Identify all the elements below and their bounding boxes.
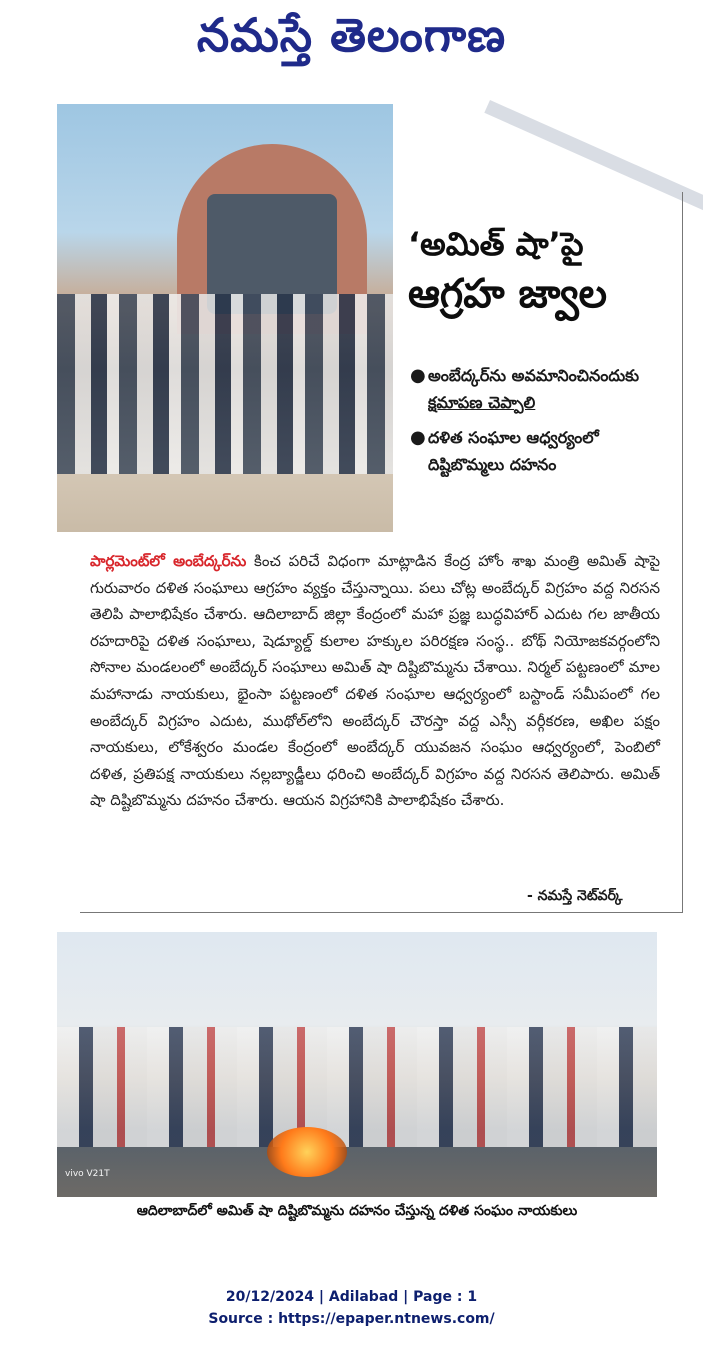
page-footer xyxy=(0,1286,703,1330)
article-body-text: కించ పరిచే విధంగా మాట్లాడిన కేంద్ర హోం శాఖ మంత్రి అమిత్ షాపై గురువారం దళిత సంఘాలు ఆగ్రహం వ్యక్తం చేస్తున్నాయి. పలు చోట్ల అంబేద్కర్ విగ్రహం వద్ద నిరసన తెలిపి పాలాభిషేకం చేశారు. ఆదిలాబాద్ జిల్లా కేంద్రంలో మహా ప్రజ్ఞ బుద్ధవిహార్ ఎదుట గల జాతీయ రహదారిపై దళిత సంఘాలు, షెడ్యూల్డ్ కులాల హక్కుల పరిరక్షణ సంస్థ.. బోథ్ నియోజకవర్గంలోని సోనాల మండలంలో అంబేద్కర్ సంఘాలు అమిత్ షా దిష్టిబొమ్మను చేశాయి. నిర్మల్ పట్టణంలో మాల మహానాడు నాయకులు, భైంసా పట్టణంలో దళిత సంఘాల ఆధ్వర్యంలో బస్టాండ్ సమీపంలో గల అంబేద్కర్ విగ్రహం ఎదుట, ముథోల్‌లోని అంబేద్కర్ చౌరస్తా వద్ద ఎస్సీ వర్గీకరణ, అఖిల పక్షం నాయకులు, లోకేశ్వరం మండల కేంద్రంలో అంబేద్కర్ యువజన సంఘం ఆధ్వర్యంలో, పెంబిలో దళిత, ప్రతిపక్ష నాయకులు నల్లబ్యాడ్జీలు ధరించి అంబేద్కర్ విగ్రహం వద్ద నిరసన తెలిపారు. అమిత్ షా దిష్టిబొమ్మను దహనం చేశారు. ఆయన విగ్రహానికి పాలాభిషేకం చేశారు. xyxy=(90,552,660,810)
footer-date-line: 20/12/2024 | Adilabad | Page : 1 xyxy=(225,1289,478,1305)
photo-fire xyxy=(267,1127,347,1177)
statue-protest-photo xyxy=(57,104,393,532)
article-lead: పార్లమెంట్‌లో అంబేద్కర్‌ను xyxy=(90,552,247,570)
summary-bullet xyxy=(410,362,680,416)
bullet-text: అంబేద్కర్‌ను అవమానించినందుకు xyxy=(428,366,640,385)
article-byline: - నమస్తే నెట్‌వర్క్ xyxy=(527,888,623,904)
headline xyxy=(408,222,678,322)
bullet-dot-icon: ● xyxy=(410,427,426,448)
photo-caption: ఆదిలాబాద్‌లో అమిత్ షా దిష్టిబొమ్మను దహనం చేస్తున్న దళిత సంఘం నాయకులు xyxy=(136,1203,578,1219)
photo-crowd xyxy=(57,294,393,474)
headline-line-2: ఆగ్రహ జ్వాల xyxy=(408,271,608,317)
bullet-underlined-text: క్షమాపణ చెప్పాలి xyxy=(428,393,536,412)
bullet-text: దళిత సంఘాల ఆధ్వర్యంలో దిష్టిబొమ్మలు దహనం xyxy=(428,428,599,474)
footer-source-line: Source : https://epaper.ntnews.com/ xyxy=(208,1311,495,1327)
summary-bullets xyxy=(410,362,680,486)
photo-crowd xyxy=(57,1027,657,1147)
newspaper-title: నమస్తే తెలంగాణ xyxy=(196,8,507,62)
effigy-burning-photo xyxy=(57,932,657,1197)
headline-line-1: ‘అమిత్ షా’పై xyxy=(408,225,584,263)
summary-bullet xyxy=(410,424,680,478)
article-body xyxy=(90,548,660,814)
bullet-dot-icon: ● xyxy=(410,365,426,386)
photo-watermark: vivo V21T xyxy=(65,1169,110,1179)
masthead xyxy=(0,0,703,80)
